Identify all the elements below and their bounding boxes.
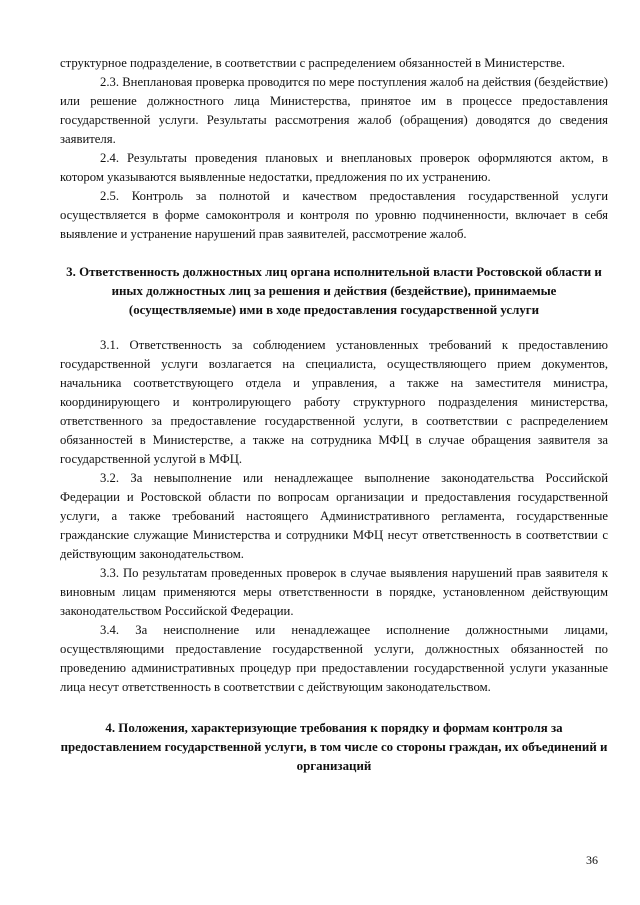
paragraph-2-4: 2.4. Результаты проведения плановых и внеплановых проверок оформляются актом, в котором указываются выявленные недостатки, предложения по их устранению. — [60, 151, 608, 184]
paragraph-2-5: 2.5. Контроль за полнотой и качеством предоставления государственной услуги осуществляется в форме самоконтроля и контроля по уровню подчиненности, включает в себя выявление и устранение нарушений прав заявителей, рассмотрение жалоб. — [60, 189, 608, 241]
paragraph-3-1: 3.1. Ответственность за соблюдением установленных требований к предоставлению государственной услуги возлагается на специалиста, осуществляющего прием документов, начальника соответствующего отдела и управления, а также на заместителя министра, координирующего и контролирующего работу структурного подразделения министерства, ответственного за предоставление государственной услуги, в соответствии с распределением обязанностей в Министерстве, а также на сотрудника МФЦ в случае обращения заявителя за государственной услугой в МФЦ. — [60, 338, 608, 466]
paragraph-3-3: 3.3. По результатам проведенных проверок в случае выявления нарушений прав заявителя к виновным лицам применяются меры ответственности в порядке, установленном действующим законодательством Российской Федерации. — [60, 566, 608, 618]
page-number: 36 — [586, 853, 598, 867]
spacer — [60, 244, 608, 263]
document-page — [60, 54, 608, 776]
spacer — [60, 320, 608, 336]
paragraph-2-3: 2.3. Внеплановая проверка проводится по мере поступления жалоб на действия (бездействие) или решение должностного лица Министерства, принятое им в процессе предоставления государственной услуги. Результаты рассмотрения жалоб (обращения) доводятся до сведения заявителя. — [60, 75, 608, 146]
section-4-heading: 4. Положения, характеризующие требования к порядку и формам контроля за предоставлением государственной услуги, в том числе со стороны граждан, их объединений и организаций — [60, 721, 608, 773]
paragraph-3-4: 3.4. За неисполнение или ненадлежащее исполнение должностными лицами, осуществляющими предоставление государственной услуги, должностных обязанностей по проведению административных процедур при предоставлении государственной услуги указанные лица несут ответственность в соответствии с действующим законодательством. — [60, 623, 608, 694]
section-3-heading: 3. Ответственность должностных лиц органа исполнительной власти Ростовской области и иных должностных лиц за решения и действия (бездействие), принимаемые (осуществляемые) ими в ходе предоставления государственной услуги — [66, 265, 602, 317]
paragraph-continuation: структурное подразделение, в соответствии с распределением обязанностей в Министерстве. — [60, 56, 565, 70]
spacer — [60, 697, 608, 719]
paragraph-3-2: 3.2. За невыполнение или ненадлежащее выполнение законодательства Российской Федерации и Ростовской области по вопросам организации и предоставления государственной услуги, а также требований настоящего Административного регламента, государственные гражданские служащие Министерства и сотрудники МФЦ несут ответственность в соответствии с действующим законодательством. — [60, 471, 608, 561]
